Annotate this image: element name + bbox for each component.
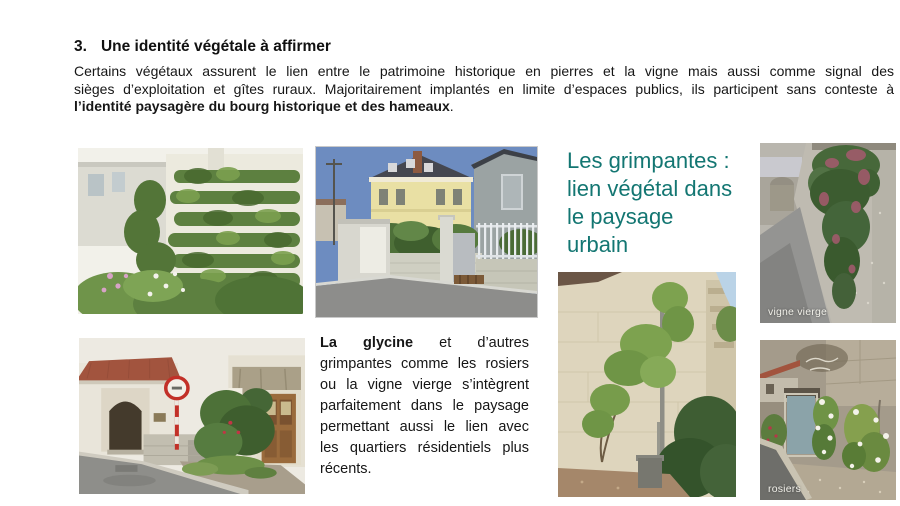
glycine-wall-image <box>558 272 736 497</box>
glycine-line-2: grimpantes comme les rosiers <box>320 356 529 372</box>
glycine-line-1-rest: et d’autres <box>413 335 529 351</box>
heading-title: Une identité végétale à affirmer <box>100 38 331 55</box>
glycine-line-3: ou la vigne vierge s’intègrent <box>320 377 529 393</box>
glycine-line-5: permettant aussi le lien avec <box>320 419 529 435</box>
intro-bold-text: l’identité paysagère du bourg historique et des hameaux <box>74 98 450 115</box>
street-houses-image <box>316 147 537 317</box>
glycine-line-4: parfaitement dans le paysage <box>320 398 529 414</box>
photo-glycine-wall <box>558 272 736 497</box>
glycine-paragraph <box>320 333 529 480</box>
callout-line-3: le paysage <box>567 204 674 229</box>
photo-espalier-wall <box>78 148 303 314</box>
callout-line-4: urbain <box>567 232 629 257</box>
glycine-line-6: les quartiers résidentiels plus <box>320 440 529 456</box>
intro-line-2: sièges d’exploitation et gîtes ruraux. Majoritairement implantés en limite d’espaces publics, ils participent sans conteste à <box>74 80 894 97</box>
glycine-line-7: récents. <box>320 461 372 477</box>
photo-street-houses <box>315 146 538 318</box>
vigne-vierge-image <box>760 143 896 323</box>
grimpantes-callout <box>567 147 757 259</box>
espalier-wall-image <box>78 148 303 314</box>
intro-line-1: Certains végétaux assurent le lien entre le patrimoine historique en pierres et la vigne mais aussi comme signal des <box>74 63 894 79</box>
callout-line-2: lien végétal dans <box>567 176 733 201</box>
photo-caption-vigne-vierge: vigne vierge <box>768 306 828 318</box>
glycine-line-1 <box>320 333 529 354</box>
intro-period: . <box>449 98 454 115</box>
photo-street-corner <box>79 338 305 494</box>
section-heading <box>74 38 331 56</box>
intro-paragraph <box>74 63 894 116</box>
glycine-bold-text: La glycine <box>320 335 414 351</box>
heading-number: 3. <box>74 38 87 55</box>
photo-caption-rosiers: rosiers <box>768 483 801 495</box>
intro-line-3 <box>74 98 894 116</box>
photo-vigne-vierge <box>760 143 896 323</box>
callout-line-1: Les grimpantes : <box>567 148 730 173</box>
photo-rosiers <box>760 340 896 500</box>
rosiers-image <box>760 340 896 500</box>
street-corner-image <box>79 338 305 494</box>
